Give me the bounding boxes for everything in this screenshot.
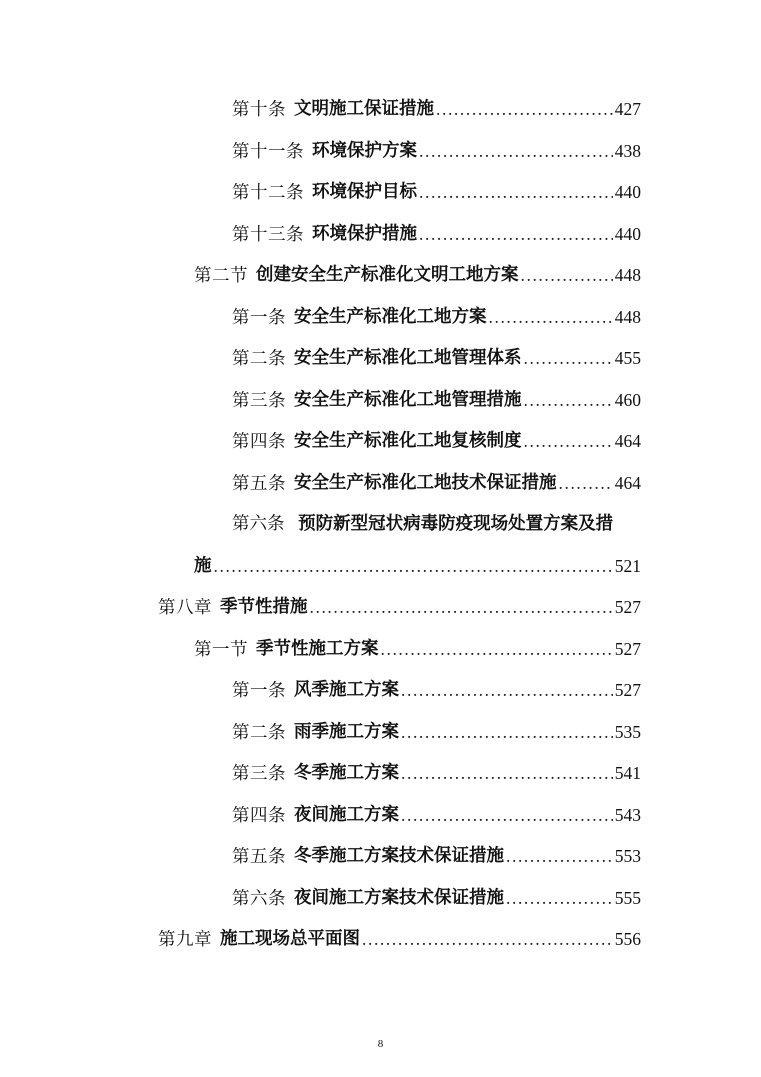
toc-entry-number: 第四条 <box>232 805 286 825</box>
toc-entry-number: 第四条 <box>232 431 286 451</box>
toc-entry-title: 安全生产标准化工地方案 <box>294 307 487 327</box>
toc-entry-title: 环境保护目标 <box>312 182 417 202</box>
toc-entry-number: 第一节 <box>194 639 248 659</box>
page-number: 8 <box>377 1038 384 1050</box>
toc-entry[interactable] <box>232 219 641 249</box>
toc-entry[interactable] <box>158 592 641 622</box>
toc-leader-dots <box>524 426 613 456</box>
toc-leader-dots <box>419 136 613 166</box>
toc-leader-dots <box>401 800 613 830</box>
toc-entry[interactable] <box>232 94 641 124</box>
toc-entry-number: 第三条 <box>232 390 286 410</box>
toc-entry-title: 创建安全生产标准化文明工地方案 <box>256 265 519 285</box>
toc-leader-dots <box>310 592 613 622</box>
toc-entry-page: 555 <box>614 888 641 908</box>
toc-entry[interactable] <box>194 634 641 664</box>
toc-entry-number: 第三条 <box>232 763 286 783</box>
toc-entry-title: 风季施工方案 <box>294 680 399 700</box>
toc-entry[interactable] <box>232 675 641 705</box>
toc-entry-number: 第五条 <box>232 846 286 866</box>
toc-entry-page: 527 <box>614 680 641 700</box>
toc-entry-title: 安全生产标准化工地技术保证措施 <box>294 473 557 493</box>
toc-entry-number: 第九章 <box>158 929 212 949</box>
toc-entry-number: 第八章 <box>158 597 212 617</box>
toc-entry-number: 第六条 <box>232 888 286 908</box>
toc-leader-dots <box>506 841 613 871</box>
toc-entry-page: 455 <box>614 348 641 368</box>
toc-leader-dots <box>489 302 613 332</box>
toc-entry-title: 预防新型冠状病毒防疫现场处置方案及措 <box>298 514 614 534</box>
toc-entry-title: 环境保护方案 <box>312 141 417 161</box>
toc-entry-number: 第十二条 <box>232 182 304 202</box>
toc-entry-page: 541 <box>614 763 641 783</box>
toc-leader-dots <box>419 177 613 207</box>
toc-entry-number: 第一条 <box>232 307 286 327</box>
toc-entry[interactable] <box>232 717 641 747</box>
toc-entry-title: 季节性施工方案 <box>256 639 379 659</box>
toc-entry-title: 施工现场总平面图 <box>220 929 360 949</box>
toc-entry-number: 第一条 <box>232 680 286 700</box>
toc-entry-page: 440 <box>614 224 641 244</box>
toc-entry[interactable] <box>232 468 641 498</box>
toc-entry[interactable] <box>194 551 641 581</box>
toc-entry-title: 环境保护措施 <box>312 224 417 244</box>
toc-entry[interactable] <box>232 426 641 456</box>
toc-entry-number: 第二节 <box>194 265 248 285</box>
toc-entry-page: 527 <box>614 639 641 659</box>
toc-entry-number: 第六条 <box>232 514 285 534</box>
toc-leader-dots <box>401 675 613 705</box>
toc-entry[interactable] <box>232 385 641 415</box>
toc-entry-page: 464 <box>614 473 641 493</box>
toc-entry[interactable] <box>232 302 641 332</box>
toc-entry[interactable] <box>232 841 641 871</box>
toc-entry-page: 448 <box>614 265 641 285</box>
toc-entry-page: 464 <box>614 431 641 451</box>
toc-entry-page: 460 <box>614 390 641 410</box>
toc-entry-page: 556 <box>614 929 641 949</box>
toc-leader-dots <box>559 468 613 498</box>
toc-entry[interactable] <box>232 883 641 913</box>
toc-entry-wrapped-line[interactable] <box>232 509 613 539</box>
toc-leader-dots <box>362 924 613 954</box>
toc-leader-dots <box>214 551 613 581</box>
toc-entry-title: 季节性措施 <box>220 597 308 617</box>
toc-entry-title: 冬季施工方案 <box>294 763 399 783</box>
toc-entry-number: 第十三条 <box>232 224 304 244</box>
toc-leader-dots <box>436 94 613 124</box>
toc-entry-title: 夜间施工方案技术保证措施 <box>294 888 504 908</box>
toc-entry[interactable] <box>232 800 641 830</box>
toc-entry-title: 安全生产标准化工地管理体系 <box>294 348 522 368</box>
toc-entry-number: 第二条 <box>232 722 286 742</box>
toc-leader-dots <box>401 717 613 747</box>
toc-leader-dots <box>381 634 613 664</box>
toc-leader-dots <box>506 883 613 913</box>
toc-entry-title-continuation: 施 <box>194 556 212 576</box>
toc-entry-page: 553 <box>614 846 641 866</box>
toc-entry-title: 文明施工保证措施 <box>294 99 434 119</box>
toc-entry-page: 427 <box>614 99 641 119</box>
toc-leader-dots <box>401 758 613 788</box>
toc-entry-number: 第二条 <box>232 348 286 368</box>
toc-leader-dots <box>419 219 613 249</box>
toc-entry[interactable] <box>232 136 641 166</box>
toc-entry-number: 第十一条 <box>232 141 304 161</box>
toc-entry-page: 535 <box>614 722 641 742</box>
toc-entry-title: 夜间施工方案 <box>294 805 399 825</box>
toc-entry-title: 冬季施工方案技术保证措施 <box>294 846 504 866</box>
toc-entry[interactable] <box>194 260 641 290</box>
toc-entry-page: 438 <box>614 141 641 161</box>
toc-leader-dots <box>524 385 613 415</box>
toc-entry-page: 440 <box>614 182 641 202</box>
toc-entry-number: 第五条 <box>232 473 286 493</box>
toc-entry-page: 448 <box>614 307 641 327</box>
toc-entry-page: 527 <box>614 597 641 617</box>
toc-entry-title: 安全生产标准化工地复核制度 <box>294 431 522 451</box>
toc-entry[interactable] <box>232 758 641 788</box>
toc-leader-dots <box>521 260 613 290</box>
toc-entry-title: 安全生产标准化工地管理措施 <box>294 390 522 410</box>
toc-entry-title: 雨季施工方案 <box>294 722 399 742</box>
toc-entry-page: 543 <box>614 805 641 825</box>
toc-entry[interactable] <box>232 343 641 373</box>
toc-entry[interactable] <box>232 177 641 207</box>
toc-entry[interactable] <box>158 924 641 954</box>
toc-leader-dots <box>524 343 613 373</box>
toc-entry-number: 第十条 <box>232 99 286 119</box>
toc-entry-page: 521 <box>614 556 641 576</box>
